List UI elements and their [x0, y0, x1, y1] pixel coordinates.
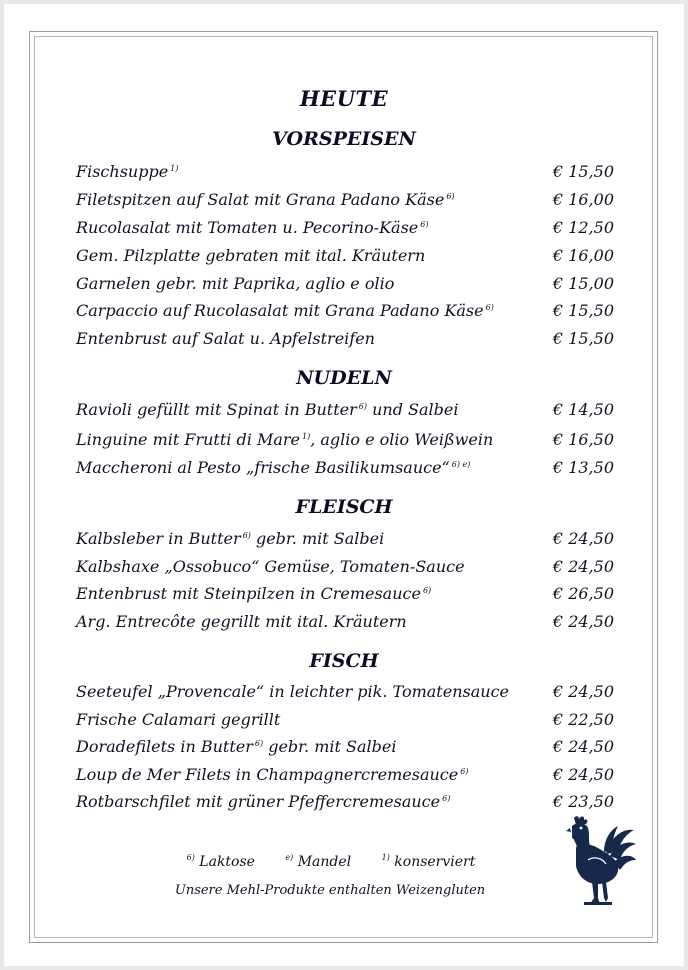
- price: € 12,50: [552, 218, 614, 237]
- menu-item: Linguine mit Frutti di Mare $^{1)}$, aglio e olio Weißwein € 16,50: [76, 430, 614, 449]
- section-title-fleisch: FLEISCH: [295, 496, 393, 518]
- rooster-icon: [566, 814, 636, 906]
- menu-item: Frische Calamari gegrillt € 22,50: [76, 710, 614, 729]
- price: € 22,50: [552, 710, 614, 729]
- price: € 24,50: [552, 529, 614, 548]
- menu-item: Rucolasalat mit Tomaten u. Pecorino-Käse $^{6)}$ € 12,50: [76, 218, 614, 237]
- price: € 16,00: [552, 190, 614, 209]
- menu-item: Filetspitzen auf Salat mit Grana Padano Käse $^{6)}$ € 16,00: [76, 190, 614, 209]
- menu-item: Maccheroni al Pesto „frische Basilikumsauce“ $^{6) e)}$ € 13,50: [76, 458, 614, 477]
- price: € 24,50: [552, 682, 614, 701]
- page-title: HEUTE: [299, 86, 389, 111]
- allergen-legend: $^{6)}$ Laktose $^{e)}$ Mandel $^{1)}$ konserviert: [186, 853, 476, 870]
- menu-item: Gem. Pilzplatte gebraten mit ital. Kräutern € 16,00: [76, 246, 614, 265]
- price: € 24,50: [552, 557, 614, 576]
- menu-item: Fischsuppe $^{1)}$ € 15,50: [76, 162, 614, 181]
- price: € 15,50: [552, 329, 614, 348]
- section-title-nudeln: NUDELN: [296, 367, 392, 389]
- menu-item: Seeteufel „Provencale“ in leichter pik. Tomatensauce € 24,50: [76, 682, 614, 701]
- price: € 24,50: [552, 737, 614, 756]
- menu-item: Kalbshaxe „Ossobuco“ Gemüse, Tomaten-Sauce € 24,50: [76, 557, 614, 576]
- footer-note: Unsere Mehl-Produkte enthalten Weizengluten: [174, 883, 486, 898]
- price: € 24,50: [552, 612, 614, 631]
- price: € 14,50: [552, 400, 614, 419]
- price: € 24,50: [552, 765, 614, 784]
- price: € 16,50: [552, 430, 614, 449]
- menu-item: Rotbarschfilet mit grüner Pfeffercremesauce $^{6)}$ € 23,50: [76, 792, 614, 811]
- price: € 23,50: [552, 792, 614, 811]
- price: € 15,00: [552, 274, 614, 293]
- section-title-vorspeisen: VORSPEISEN: [272, 128, 416, 150]
- menu-item: Entenbrust auf Salat u. Apfelstreifen € 15,50: [76, 329, 614, 348]
- menu-item: Doradefilets in Butter $^{6)}$ gebr. mit Salbei € 24,50: [76, 737, 614, 756]
- section-title-fisch: FISCH: [309, 650, 379, 672]
- price: € 13,50: [552, 458, 614, 477]
- menu-item: Garnelen gebr. mit Paprika, aglio e olio € 15,00: [76, 274, 614, 293]
- menu-item: Carpaccio auf Rucolasalat mit Grana Padano Käse $^{6)}$ € 15,50: [76, 301, 614, 320]
- menu-item: Entenbrust mit Steinpilzen in Cremesauce $^{6)}$ € 26,50: [76, 584, 614, 603]
- price: € 15,50: [552, 162, 614, 181]
- menu-item: Kalbsleber in Butter $^{6)}$ gebr. mit Salbei € 24,50: [76, 529, 614, 548]
- price: € 15,50: [552, 301, 614, 320]
- menu-item: Ravioli gefüllt mit Spinat in Butter $^{6)}$ und Salbei € 14,50: [76, 400, 614, 419]
- menu-item: Loup de Mer Filets in Champagnercremesauce $^{6)}$ € 24,50: [76, 765, 614, 784]
- price: € 26,50: [552, 584, 614, 603]
- price: € 16,00: [552, 246, 614, 265]
- menu-item: Arg. Entrecôte gegrillt mit ital. Kräutern € 24,50: [76, 612, 614, 631]
